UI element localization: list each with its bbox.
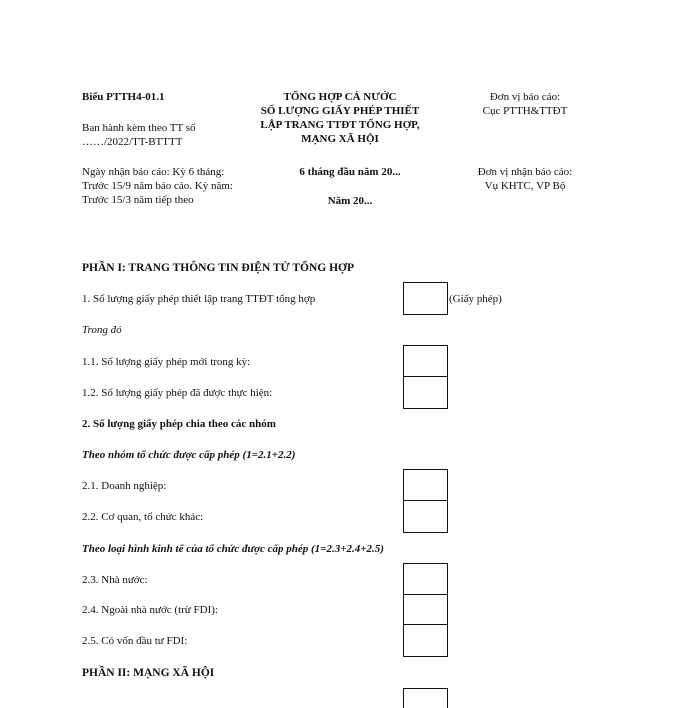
item-2-2-label: 2.2. Cơ quan, tổ chức khác: [82,511,204,523]
item-1-1-label: 1.1. Số lượng giấy phép mới trong kỳ: [82,356,251,368]
date-line-2: Trước 15/9 năm báo cáo. Kỳ năm: [82,180,233,192]
date-line-1: Ngày nhận báo cáo: Kỳ 6 tháng: [82,166,225,178]
group-econ-label: Theo loại hình kinh tế của tổ chức được cấp phép (1=2.3+2.4+2.5) [82,543,384,555]
part2-title: PHẦN II: MẠNG XÃ HỘI [82,667,215,679]
title-line-2: SỐ LƯỢNG GIẤY PHÉP THIẾT [260,105,420,117]
item-1-2-label: 1.2. Số lượng giấy phép đã được thực hiện: [82,387,273,399]
item-2-3-label: 2.3. Nhà nước: [82,574,148,586]
item-2-econ-input-box[interactable] [403,563,448,657]
date-line-3: Trước 15/3 năm tiếp theo [82,194,194,206]
receiver-value: Vụ KHTC, VP Bộ [484,180,566,192]
receiver-label: Đơn vị nhận báo cáo: [477,166,573,178]
item-2-label: 2. Số lượng giấy phép chia theo các nhóm [82,418,276,430]
item-2-5-label: 2.5. Có vốn đầu tư FDI: [82,635,188,647]
item-1-input-box[interactable] [403,282,448,315]
group-org-label: Theo nhóm tổ chức được cấp phép (1=2.1+2.2) [82,449,296,461]
item-1-x-input-box[interactable] [403,345,448,409]
item-2-4-label: 2.4. Ngoài nhà nước (trừ FDI): [82,604,218,616]
issued-line-2: ……/2022/TT-BTTTT [82,136,183,148]
title-line-4: MẠNG XÃ HỘI [301,133,379,145]
reporter-label: Đơn vị báo cáo: [489,91,561,103]
period-6month: 6 tháng đầu năm 20... [299,166,401,178]
item-1-label: 1. Số lượng giấy phép thiết lập trang TTĐT tổng hợp [82,293,316,305]
form-code: Biểu PTTH4-01.1 [82,91,165,103]
title-line-1: TỔNG HỢP CẢ NƯỚC [283,91,397,103]
part2-input-box-partial[interactable] [403,688,448,708]
part1-title: PHẦN I: TRANG THÔNG TIN ĐIỆN TỬ TỔNG HỢP [82,262,354,274]
reporter-value: Cục PTTH&TTĐT [482,105,568,117]
title-line-3: LẬP TRANG TTĐT TỔNG HỢP, [260,119,420,131]
item-2-1-label: 2.1. Doanh nghiệp: [82,480,167,492]
item-2-org-input-box[interactable] [403,469,448,533]
issued-line-1: Ban hành kèm theo TT số [82,122,196,134]
of-which-label: Trong đó [82,324,122,336]
period-year: Năm 20... [327,195,373,207]
item-1-unit: (Giấy phép) [449,293,502,305]
